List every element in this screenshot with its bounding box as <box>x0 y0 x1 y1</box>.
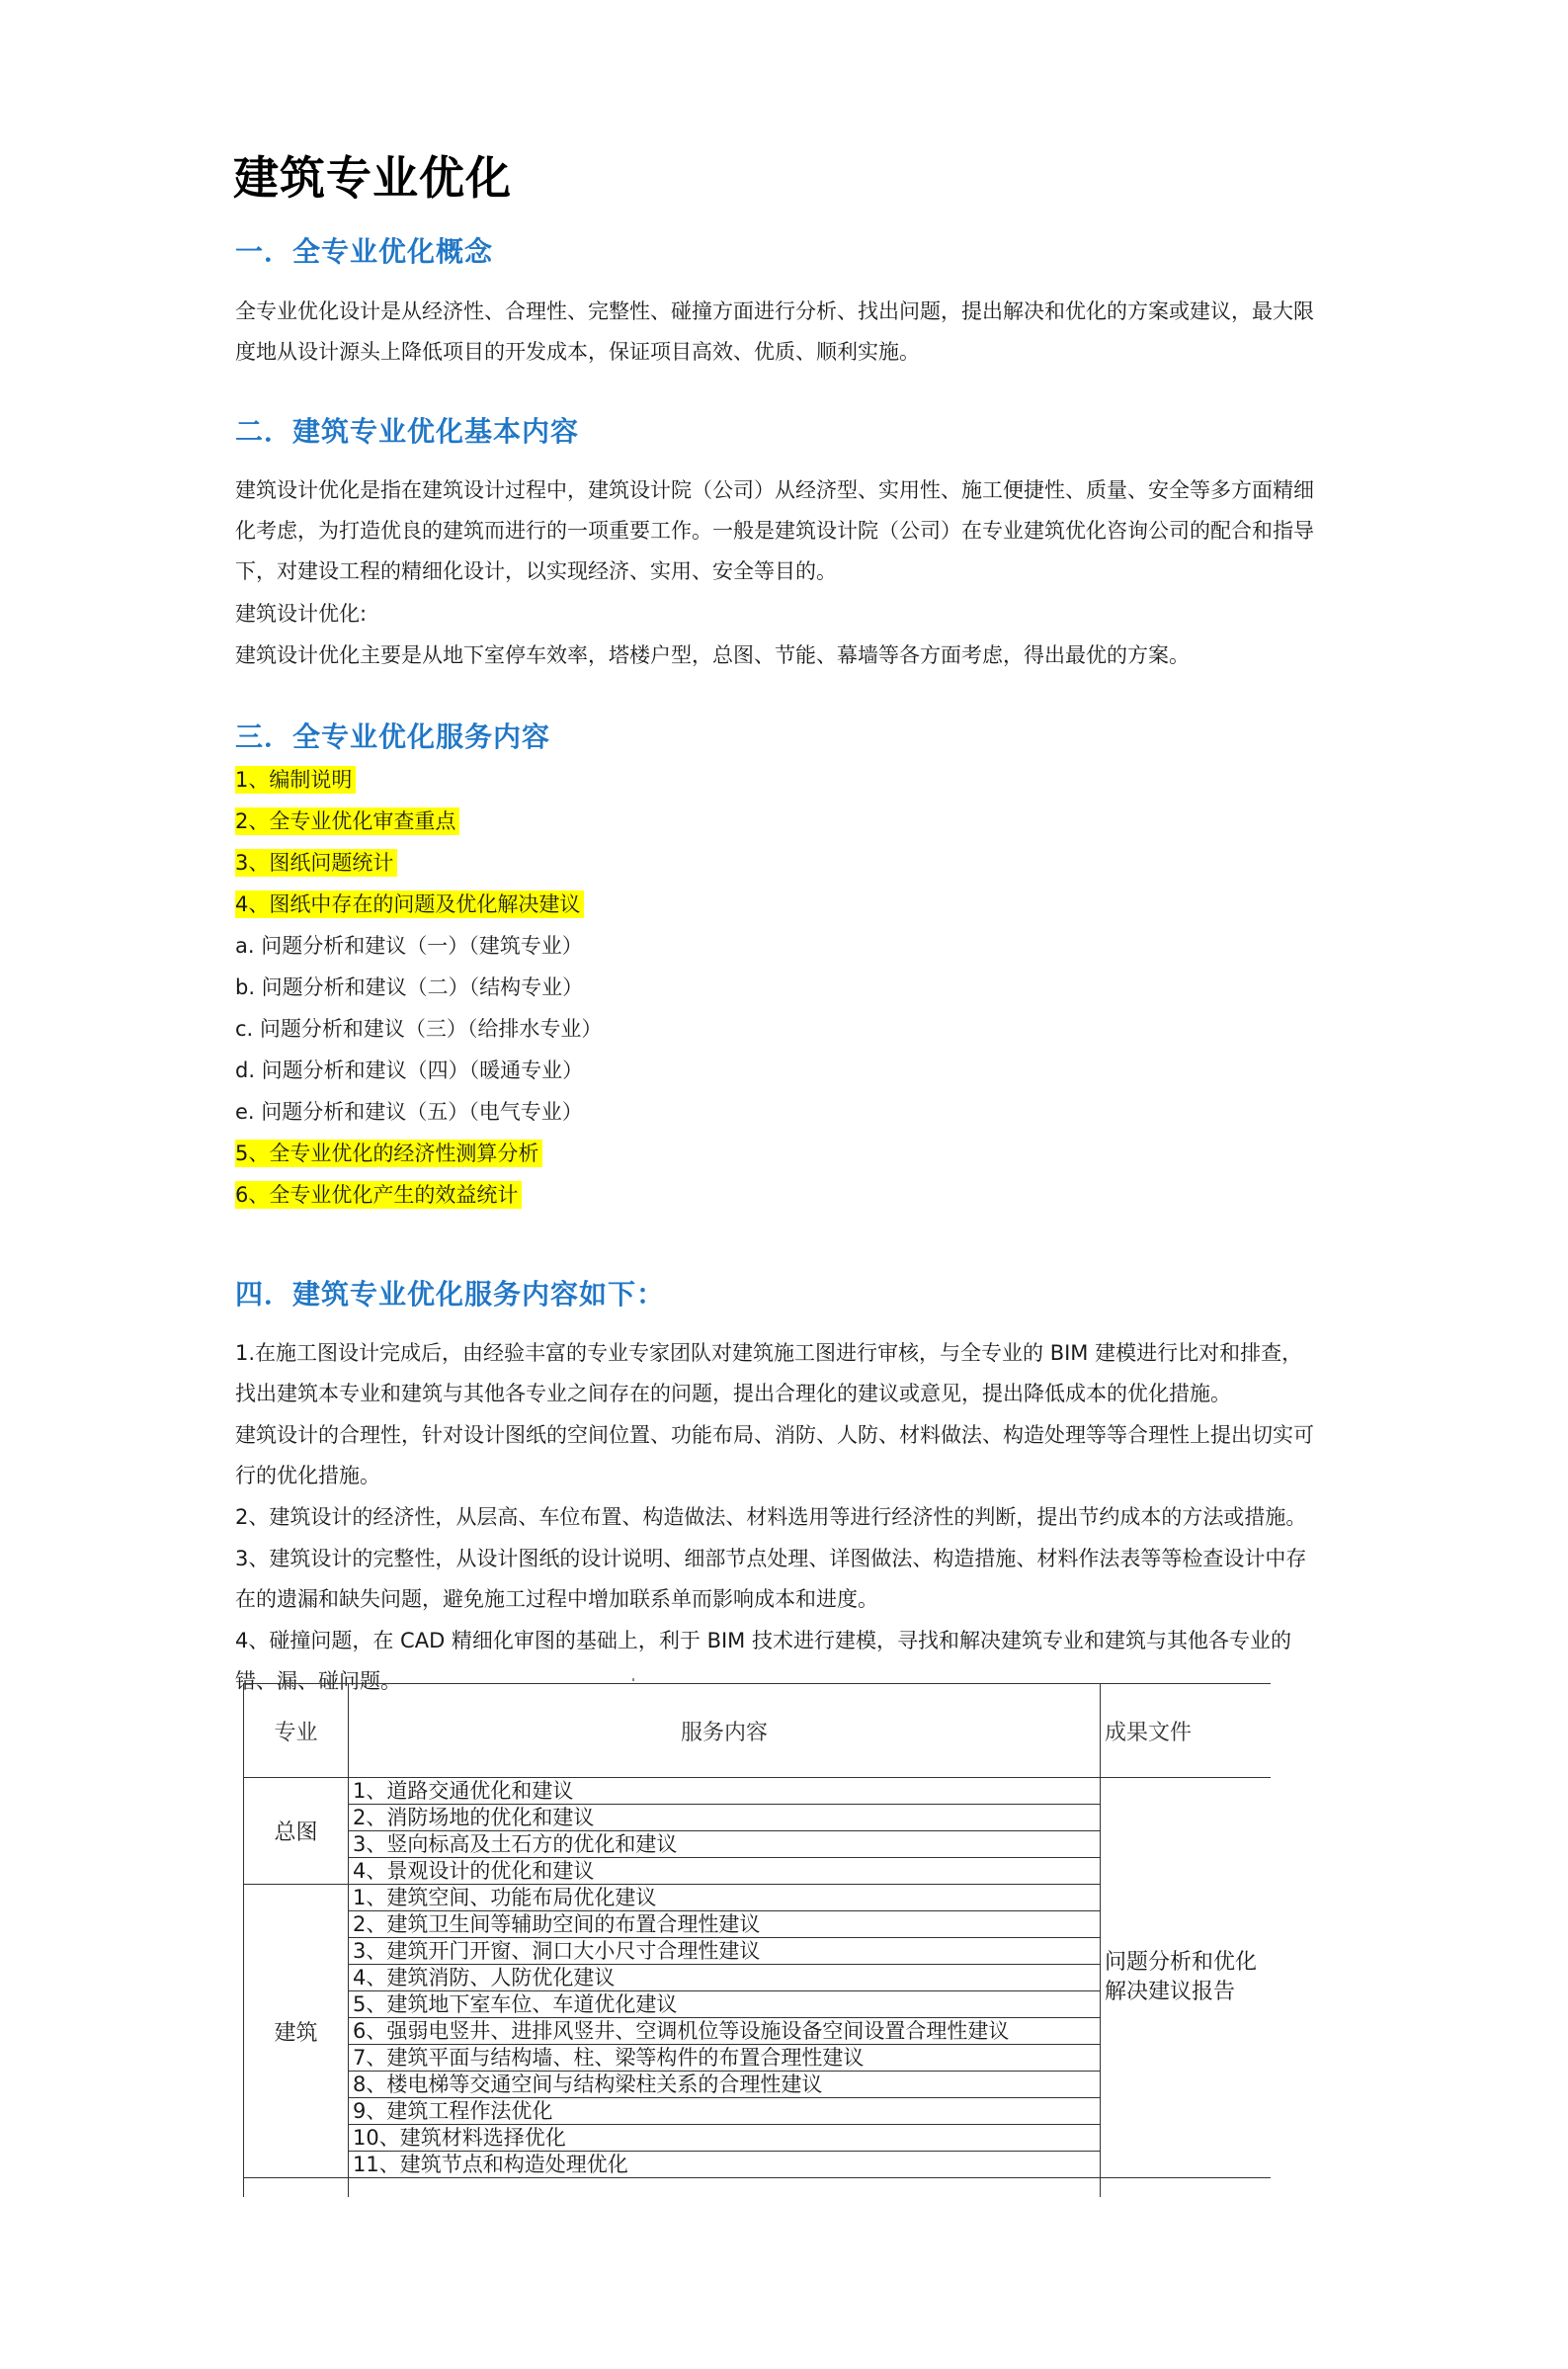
list-item: 2、全专业优化审查重点 <box>235 804 459 838</box>
table-cell: 10、建筑材料选择优化 <box>349 2125 1101 2152</box>
section-4-paragraph-3: 2、建筑设计的经济性，从层高、车位布置、构造做法、材料选用等进行经济性的判断，提出节约成本的方法或措施。 <box>235 1505 1307 1529</box>
table-cell <box>1101 2178 1272 2198</box>
table-cell: 5、建筑地下室车位、车道优化建议 <box>349 1991 1101 2018</box>
table-cell: 4、景观设计的优化和建议 <box>349 1858 1101 1885</box>
section-4-paragraph-2: 建筑设计的合理性，针对设计图纸的空间位置、功能布局、消防、人防、材料做法、构造处理等等合理性上提出切实可行的优化措施。 <box>235 1423 1314 1487</box>
table-cell: 3、竖向标高及土石方的优化和建议 <box>349 1831 1101 1858</box>
table-row-cutoff <box>244 2178 1272 2198</box>
table-cell <box>349 2178 1101 2198</box>
table-header-row <box>244 1684 1272 1778</box>
table-cell: 1、道路交通优化和建议 <box>349 1778 1101 1805</box>
list-item: a. 问题分析和建议（一）（建筑专业） <box>235 934 583 958</box>
list-item: 6、全专业优化产生的效益统计 <box>235 1178 522 1212</box>
section-4-paragraph-5: 4、碰撞问题，在 CAD 精细化审图的基础上，利于 BIM 技术进行建模，寻找和解决建筑专业和建筑与其他各专业的错、漏、碰问题。 <box>235 1629 1291 1693</box>
list-item: e. 问题分析和建议（五）（电气专业） <box>235 1100 583 1124</box>
section-2-paragraph: 建筑设计优化是指在建筑设计过程中，建筑设计院（公司）从经济型、实用性、施工便捷性、质量、安全等多方面精细化考虑，为打造优良的建筑而进行的一项重要工作。一般是建筑设计院（公司）在专业建筑优化咨询公司的配合和指导下，对建设工程的精细化设计，以实现经济、实用、安全等目的。 <box>235 478 1314 583</box>
table-cell: 7、建筑平面与结构墙、柱、梁等构件的布置合理性建议 <box>349 2045 1101 2072</box>
service-table-container <box>243 1683 1271 2197</box>
header-deliverable: 成果文件 <box>1101 1684 1272 1778</box>
table-cell: 2、消防场地的优化和建议 <box>349 1805 1101 1831</box>
table-cell: 6、强弱电竖井、进排风竖井、空调机位等设施设备空间设置合理性建议 <box>349 2018 1101 2045</box>
section-3-heading: 三．全专业优化服务内容 <box>235 720 551 753</box>
table-cell: 2、建筑卫生间等辅助空间的布置合理性建议 <box>349 1911 1101 1938</box>
table-cell: 4、建筑消防、人防优化建议 <box>349 1965 1101 1991</box>
section-4-paragraph-4: 3、建筑设计的完整性，从设计图纸的设计说明、细部节点处理、详图做法、构造措施、材料作法表等等检查设计中存在的遗漏和缺失问题，避免施工过程中增加联系单而影响成本和进度。 <box>235 1547 1307 1611</box>
list-item: d. 问题分析和建议（四）（暖通专业） <box>235 1058 584 1082</box>
list-item: 1、编制说明 <box>235 763 356 797</box>
stray-mark <box>632 1678 634 1681</box>
header-discipline: 专业 <box>244 1684 349 1778</box>
table-cell <box>244 2178 349 2198</box>
category-cell: 总图 <box>244 1778 349 1885</box>
section-4-heading: 四．建筑专业优化服务内容如下： <box>235 1278 666 1311</box>
header-service-content: 服务内容 <box>349 1684 1101 1778</box>
section-1-paragraph: 全专业优化设计是从经济性、合理性、完整性、碰撞方面进行分析、找出问题，提出解决和优化的方案或建议，最大限度地从设计源头上降低项目的开发成本，保证项目高效、优质、顺利实施。 <box>235 299 1314 364</box>
list-item: 3、图纸问题统计 <box>235 846 397 880</box>
section-4-paragraph-1: 1.在施工图设计完成后，由经验丰富的专业专家团队对建筑施工图进行审核，与全专业的 BIM 建模进行比对和排查，找出建筑本专业和建筑与其他各专业之间存在的问题，提出合理化的建议或意见，提出降低成本的优化措施。 <box>235 1341 1303 1405</box>
table-row <box>244 1778 1272 1805</box>
category-cell: 建筑 <box>244 1885 349 2178</box>
list-item: 5、全专业优化的经济性测算分析 <box>235 1137 542 1170</box>
list-item: 4、图纸中存在的问题及优化解决建议 <box>235 888 584 921</box>
result-cell: 问题分析和优化解决建议报告 <box>1101 1778 1272 2178</box>
table-cell: 9、建筑工程作法优化 <box>349 2098 1101 2125</box>
section-2-subheading: 建筑设计优化: <box>235 602 368 626</box>
table-cell: 11、建筑节点和构造处理优化 <box>349 2152 1101 2178</box>
table-cell: 1、建筑空间、功能布局优化建议 <box>349 1885 1101 1911</box>
section-2-paragraph-2: 建筑设计优化主要是从地下室停车效率，塔楼户型，总图、节能、幕墙等各方面考虑，得出最优的方案。 <box>235 643 1190 667</box>
service-table <box>243 1683 1271 2197</box>
table-cell: 8、楼电梯等交通空间与结构梁柱关系的合理性建议 <box>349 2072 1101 2098</box>
page-title: 建筑专业优化 <box>233 151 512 205</box>
table-cell: 3、建筑开门开窗、洞口大小尺寸合理性建议 <box>349 1938 1101 1965</box>
section-1-heading: 一．全专业优化概念 <box>235 235 494 268</box>
section-2-heading: 二．建筑专业优化基本内容 <box>235 415 580 448</box>
list-item: c. 问题分析和建议（三）（给排水专业） <box>235 1017 603 1041</box>
list-item: b. 问题分析和建议（二）（结构专业） <box>235 975 584 999</box>
